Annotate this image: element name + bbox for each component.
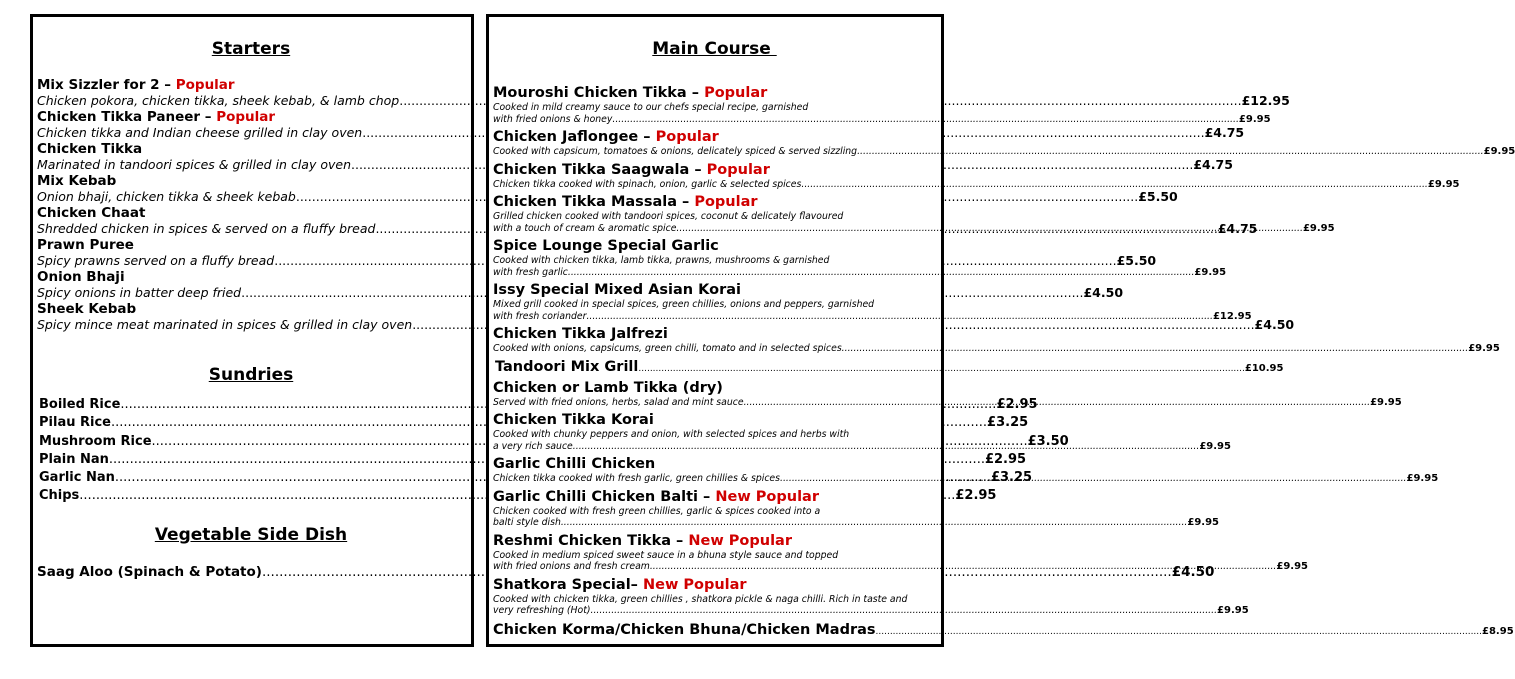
item-price: £9.95 (1468, 343, 1500, 354)
item-name: Boiled Rice (39, 397, 121, 412)
item-price: £9.95 (1199, 440, 1231, 452)
leader-dots (573, 441, 1200, 453)
item-price: £9.95 (1302, 222, 1335, 234)
item-description: Cooked with chicken tikka, green chillies , shatkora pickle & naga chilli. Rich in taste and (493, 593, 908, 605)
item-name: Chicken Tikka Jalfrezi (493, 326, 668, 342)
item-price: £9.95 (1194, 266, 1227, 278)
item-name: Mix Kebab (37, 173, 117, 189)
item-description: Served with fried onions, herbs, salad and mint sauce (493, 396, 744, 408)
popular-tag: Popular (706, 161, 770, 178)
leader-dots (801, 179, 1428, 191)
item-price: £4.50 (1171, 564, 1215, 580)
item-description: Chicken cooked with fresh green chillies, garlic & spices cooked into a (493, 505, 821, 517)
item-price: £3.25 (990, 470, 1033, 486)
item-description: balti style dish (493, 517, 561, 528)
item-price: £4.50 (1083, 285, 1124, 300)
leader-dots (857, 146, 1484, 158)
item-description: Marinated in tandoori spices & grilled in clay oven (37, 157, 351, 172)
item-description: very refreshing (Hot) (493, 605, 591, 616)
item-description: with fried onions & honey (493, 113, 613, 125)
sundries-heading: Sundries (208, 365, 294, 385)
item-name: Mix Sizzler for 2 – (37, 77, 176, 93)
menu-item (493, 576, 1249, 617)
item-name: Tandoori Mix Grill (495, 358, 639, 375)
item-price: £4.75 (1217, 221, 1258, 236)
main-course-heading: Main Course (652, 39, 777, 59)
leader-dots (744, 397, 1371, 409)
popular-tag: Popular (216, 109, 276, 125)
item-description: Cooked in medium spiced sweet sauce in a bhuna style sauce and topped (493, 549, 839, 561)
item-name: Chicken Tikka Massala – (493, 194, 695, 210)
item-name: Chicken Tikka (37, 141, 143, 157)
item-description: Cooked with onions, capsicums, green chilli, tomato and in selected spices (493, 343, 842, 354)
item-price: £8.95 (1482, 625, 1514, 637)
item-name: Plain Nan (39, 451, 109, 467)
item-description: Chicken tikka cooked with spinach, onion, garlic & selected spices (493, 178, 802, 190)
menu-item (493, 325, 1500, 355)
item-name: Chicken Jaflongee – (493, 129, 656, 145)
popular-tag: Popular (694, 194, 758, 210)
item-description: Shredded chicken in spices & served on a fluffy bread (37, 221, 376, 236)
popular-tag: Popular (175, 77, 235, 93)
item-description: Grilled chicken cooked with tandoori spices, coconut & delicately flavoured (493, 211, 844, 222)
item-price: £10.95 (1244, 362, 1284, 374)
leader-dots (612, 114, 1239, 126)
item-name: Chicken Tikka Saagwala – (493, 161, 707, 178)
item-price: £9.95 (1406, 473, 1439, 484)
item-price: £2.95 (996, 397, 1038, 412)
item-description: Mixed grill cooked in special spices, green chillies, onions and peppers, garnished (493, 299, 875, 310)
item-name: Shatkora Special– (493, 576, 643, 593)
popular-tag: Popular (655, 129, 719, 145)
item-price: £3.50 (1027, 433, 1069, 449)
item-description: Chicken tikka and Indian cheese grilled in clay oven (37, 125, 363, 140)
item-name: Issy Special Mixed Asian Korai (493, 282, 742, 298)
item-name: Chicken Tikka Paneer – (37, 109, 217, 125)
leader-dots (842, 343, 1469, 355)
leader-dots (650, 561, 1277, 573)
item-name: Chips (39, 488, 80, 504)
item-name: Garlic Nan (39, 470, 115, 486)
item-description: Cooked with chicken tikka, lamb tikka, prawns, mushrooms & garnished (493, 255, 830, 266)
item-price: £9.95 (1238, 113, 1271, 125)
item-name: Reshmi Chicken Tikka – (493, 532, 689, 549)
leader-dots (591, 605, 1218, 617)
new-popular-tag: New Popular (715, 488, 819, 505)
item-description: Spicy prawns served on a fluffy bread (37, 253, 275, 268)
item-price: £9.95 (1187, 517, 1219, 528)
item-description: Chicken tikka cooked with fresh garlic, green chillies & spices (493, 473, 780, 484)
leader-dots (568, 267, 1195, 279)
item-description: Cooked with chunky peppers and onion, with selected spices and herbs with (493, 429, 850, 440)
new-popular-tag: New Popular (688, 532, 792, 549)
item-description: with fresh garlic (493, 266, 568, 278)
item-price: £12.95 (1241, 93, 1290, 108)
item-price: £4.75 (1204, 125, 1245, 140)
menu-item (493, 621, 1514, 639)
leader-dots (676, 223, 1303, 235)
item-price: £4.75 (1193, 157, 1233, 172)
item-name: Chicken Chaat (37, 205, 146, 221)
item-name: Spice Lounge Special Garlic (493, 238, 719, 254)
vegetable-heading: Vegetable Side Dish (154, 525, 348, 545)
item-description: Spicy mince meat marinated in spices & grilled in clay oven (37, 317, 413, 332)
item-description: Onion bhaji, chicken tikka & sheek kebab (37, 189, 296, 204)
item-name: Saag Aloo (Spinach & Potato) (37, 564, 262, 580)
leader-dots (561, 517, 1188, 529)
item-price: £2.95 (984, 451, 1027, 467)
item-name: Sheek Kebab (37, 301, 137, 317)
item-price: £5.50 (1116, 253, 1157, 268)
item-name: Prawn Puree (37, 237, 134, 253)
starters-heading: Starters (211, 39, 291, 59)
item-price: £5.50 (1138, 189, 1178, 204)
leader-dots (638, 364, 1245, 374)
item-name: Chicken Tikka Korai (493, 412, 654, 428)
item-price: £12.95 (1212, 310, 1252, 322)
item-description: Cooked with capsicum, tomatoes & onions, delicately spiced & served sizzling (493, 146, 858, 157)
item-name: Onion Bhaji (37, 269, 125, 285)
item-name: Chicken or Lamb Tikka (dry) (493, 379, 723, 396)
item-description: Cooked in mild creamy sauce to our chefs special recipe, garnished (493, 102, 809, 113)
item-description: a very rich sauce (493, 440, 573, 452)
item-price: £9.95 (1427, 178, 1460, 190)
item-description: with fresh coriander (493, 310, 587, 322)
menu-item (493, 358, 1284, 376)
item-name: Garlic Chilli Chicken Balti – (493, 488, 716, 505)
item-price: £9.95 (1483, 146, 1515, 157)
item-name: Garlic Chilli Chicken (493, 456, 656, 472)
item-description: Spicy onions in batter deep fried (37, 285, 242, 300)
popular-tag: Popular (704, 85, 768, 101)
leader-dots (876, 627, 1483, 637)
item-name: Mouroshi Chicken Tikka – (493, 85, 705, 101)
item-name: Mushroom Rice (39, 433, 152, 449)
leader-dots (780, 473, 1407, 485)
item-description: Chicken pokora, chicken tikka, sheek kebab, & lamb chop (37, 93, 400, 108)
item-description: with fried onions and fresh cream (493, 561, 650, 572)
item-price: £2.95 (955, 488, 997, 504)
leader-dots (586, 311, 1213, 323)
item-price: £4.50 (1254, 317, 1295, 332)
item-price: £9.95 (1276, 561, 1308, 572)
item-description: with a touch of cream & aromatic spice (493, 222, 677, 234)
item-price: £9.95 (1370, 396, 1402, 408)
new-popular-tag: New Popular (642, 576, 747, 593)
item-name: Pilau Rice (39, 415, 111, 431)
item-price: £3.25 (987, 415, 1029, 431)
item-name: Chicken Korma/Chicken Bhuna/Chicken Madras (493, 621, 876, 638)
item-price: £9.95 (1217, 605, 1249, 616)
